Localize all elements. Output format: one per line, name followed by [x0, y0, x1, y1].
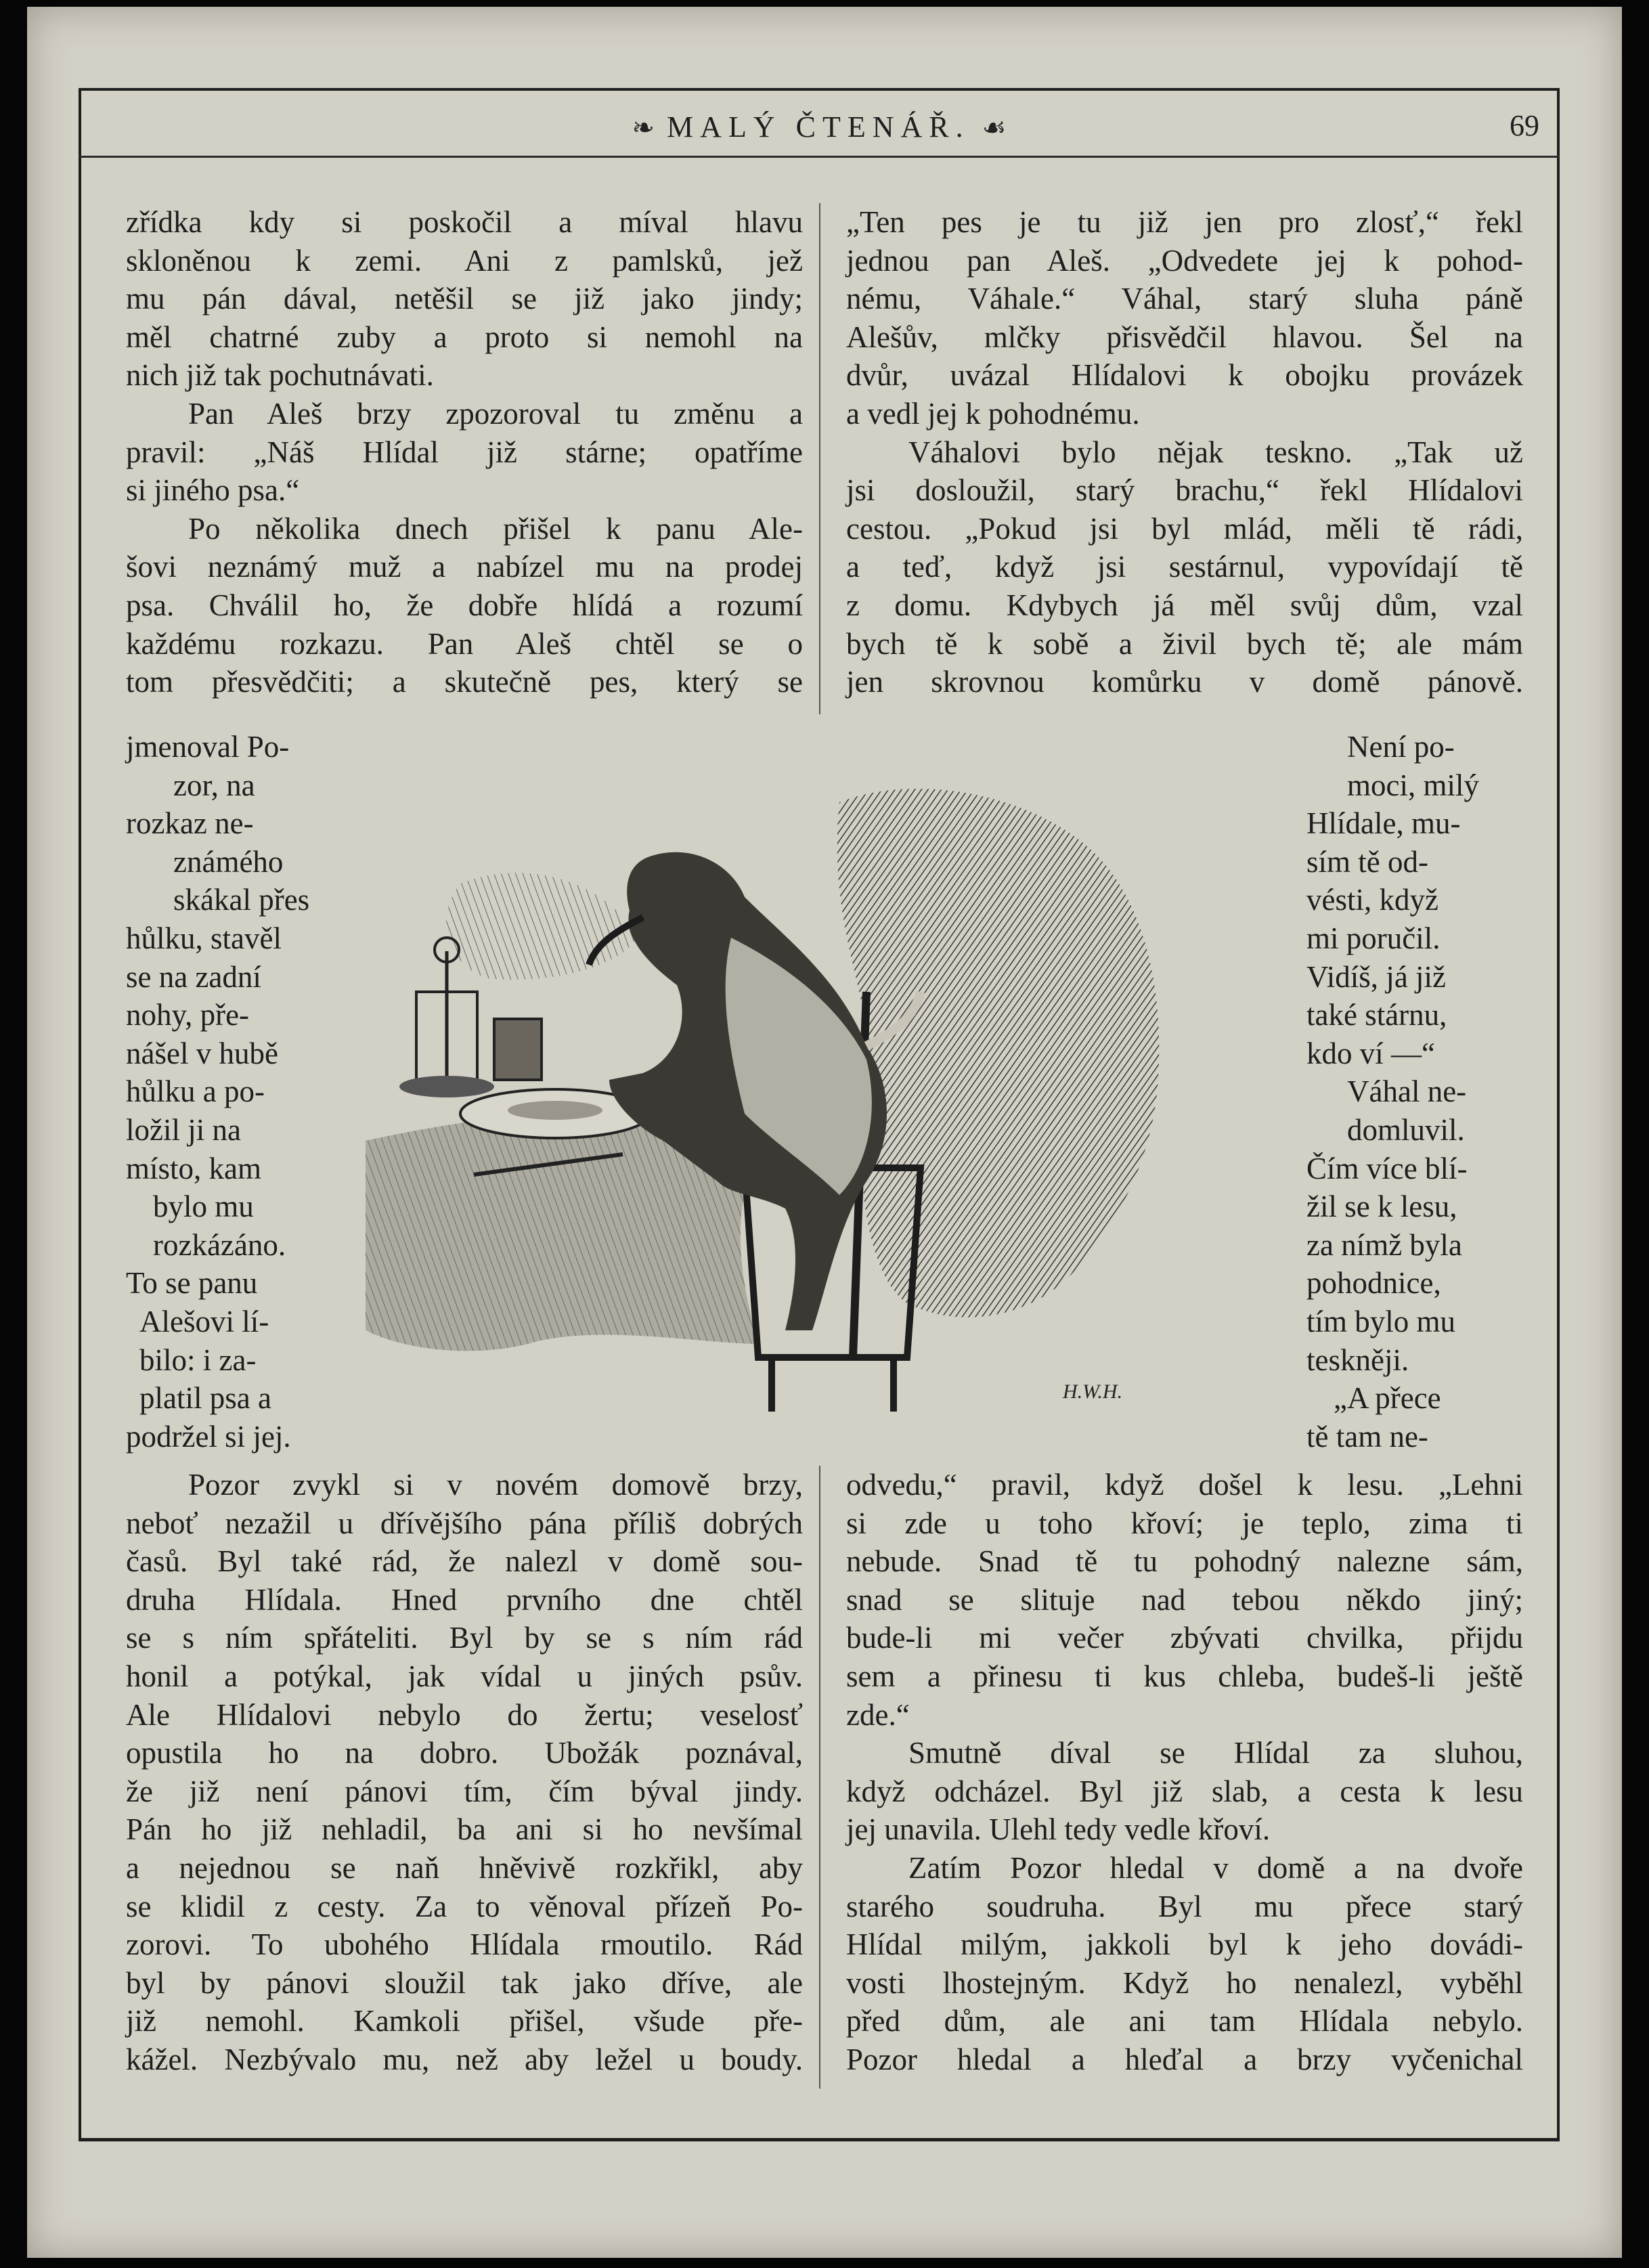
wrap-text-line: Hlídale, mu-	[1306, 806, 1461, 841]
text-line: dvůr, uvázal Hlídalovi k obojku provázek	[846, 358, 1523, 393]
wrap-text-line: Váhal ne-	[1347, 1074, 1467, 1109]
text-line: před dům, ale ani tam Hlídala nebylo.	[846, 2004, 1523, 2038]
wrap-text-line: rozkaz ne-	[126, 806, 254, 841]
wrap-text-line: nohy, pře-	[126, 998, 250, 1032]
wrap-text-line: zor, na	[173, 768, 255, 802]
text-line: nich již tak pochutnávati.	[126, 358, 434, 393]
text-line: šovi neznámý muž a nabízel mu na prodej	[126, 550, 803, 584]
wrap-text-line: bilo: i za-	[139, 1343, 257, 1377]
text-line: sem a přinesu ti kus chleba, budeš-li ještě	[846, 1659, 1523, 1693]
column-rule-bottom	[819, 1466, 820, 2089]
wrap-text-line: domluvil.	[1347, 1112, 1465, 1147]
text-line: časů. Byl také rád, že nalezl v domě sou-	[126, 1544, 803, 1579]
text-line: vosti lhostejným. Když ho nenalezl, vyběhl	[846, 1965, 1523, 2000]
text-line: si jiného psa.“	[126, 473, 300, 508]
text-line: jsi dosloužil, starý brachu,“ řekl Hlídalovi	[846, 473, 1523, 508]
text-line: byl by pánovi sloužil tak jako dříve, ale	[126, 1965, 803, 2000]
running-header	[79, 102, 1560, 158]
periodical-title: MALÝ ČTENÁŘ.	[667, 110, 970, 144]
wrap-text-line: platil psa a	[139, 1381, 271, 1416]
glass-icon	[494, 1019, 542, 1080]
text-line: Zatím Pozor hledal v domě a na dvoře	[908, 1850, 1523, 1885]
wrap-text-line: kdo ví —“	[1306, 1036, 1435, 1070]
wrap-text-line: nášel v hubě	[126, 1036, 278, 1070]
text-line: mu pán dával, netěšil se již jako jindy;	[126, 282, 803, 316]
ornament-left-icon: ❧	[632, 112, 655, 143]
text-line: Hlídal milým, jakkoli byl k jeho dovádi-	[846, 1927, 1523, 1962]
text-line: Váhalovi bylo nějak teskno. „Tak už	[908, 435, 1523, 469]
wrap-text-line: hůlku a po-	[126, 1074, 265, 1109]
text-line: zřídka kdy si poskočil a míval hlavu	[126, 205, 803, 239]
text-line: Pozor zvykl si v novém domově brzy,	[188, 1468, 803, 1502]
text-line: odvedu,“ pravil, když došel k lesu. „Lehni	[846, 1468, 1523, 1502]
text-line: neboť nezažil u dřívějšího pána příliš dobrých	[126, 1506, 803, 1540]
text-line: zorovi. To ubohého Hlídala rmoutilo. Rád	[126, 1927, 803, 1962]
text-line: jej unavila. Ulehl tedy vedle křoví.	[846, 1812, 1271, 1847]
wrap-text-line: teskněji.	[1306, 1343, 1409, 1377]
wrap-text-line: rozkázáno.	[153, 1227, 286, 1262]
wrap-text-line: bylo mu	[153, 1190, 254, 1224]
text-line: „Ten pes je tu již jen pro zlosť,“ řekl	[846, 205, 1523, 239]
text-line: se klidil z cesty. Za to věnoval přízeň Po-	[126, 1889, 803, 1923]
text-line: Ale Hlídalovi nebylo do žertu; veselosť	[126, 1697, 803, 1732]
text-line: když odcházel. Byl již slab, a cesta k lesu	[846, 1774, 1523, 1808]
wrap-text-line: místo, kam	[126, 1151, 261, 1185]
wrap-text-line: hůlku, stavěl	[126, 921, 282, 955]
ornament-right-icon: ☙	[982, 112, 1007, 143]
wrap-text-line: skákal přes	[173, 883, 310, 917]
wrap-text-line: známého	[173, 844, 284, 879]
text-line: druha Hlídala. Hned prvního dne chtěl	[126, 1582, 803, 1617]
wrap-text-line: moci, milý	[1347, 768, 1479, 802]
right-column-top	[846, 203, 1523, 701]
right-column-wrap	[1306, 728, 1479, 1456]
wrap-text-line: se na zadní	[126, 959, 261, 994]
text-line: Pán ho již nehladil, ba ani si ho nevšímal	[126, 1812, 803, 1847]
right-column-bottom	[846, 1466, 1523, 2079]
wrap-text-line: pohodnice,	[1306, 1266, 1441, 1301]
wrap-text-line: To se panu	[126, 1266, 258, 1301]
text-line: opustila ho na dobro. Ubožák poznával,	[126, 1736, 803, 1770]
text-line: honil a potýkal, jak vídal u jiných psův.	[126, 1659, 803, 1693]
text-line: z domu. Kdybych já měl svůj dům, vzal	[846, 588, 1523, 622]
text-line: bude-li mi večer zbývati chvilka, přijdu	[846, 1621, 1523, 1655]
wrap-text-line: vésti, když	[1306, 883, 1438, 917]
wrap-text-line: tím bylo mu	[1306, 1304, 1456, 1338]
wrap-text-line: také stárnu,	[1306, 998, 1447, 1032]
text-line: snad se slituje nad tebou někdo jiný;	[846, 1582, 1523, 1617]
wrap-text-line: mi poručil.	[1306, 921, 1441, 955]
wrap-text-line: Není po-	[1347, 730, 1455, 764]
wrap-text-line: jmenoval Po-	[126, 730, 290, 764]
left-column-top	[126, 203, 803, 701]
text-line: Pan Aleš brzy zpozoroval tu změnu a	[188, 396, 803, 431]
text-line: Pozor hledal a hleďal a brzy vyčenichal	[846, 2042, 1523, 2076]
wrap-text-line: podržel si jej.	[126, 1419, 291, 1454]
text-line: jednou pan Aleš. „Odvedete jej k pohod-	[846, 243, 1523, 278]
wrap-text-line: „A přece	[1334, 1381, 1441, 1416]
text-line: Po několika dnech přišel k panu Ale-	[188, 511, 803, 546]
text-line: a vedl jej k pohodnému.	[846, 396, 1140, 431]
page-number: 69	[1510, 109, 1539, 142]
text-line: Alešův, mlčky přisvědčil hlavou. Šel na	[846, 320, 1523, 354]
text-line: pravil: „Náš Hlídal již stárne; opatříme	[126, 435, 803, 469]
wrap-text-line: žil se k lesu,	[1306, 1190, 1457, 1224]
text-line: si zde u toho křoví; je teplo, zima ti	[846, 1506, 1523, 1540]
wrap-text-line: tě tam ne-	[1306, 1419, 1428, 1454]
left-column-wrap	[126, 728, 309, 1456]
text-line: měl chatrné zuby a proto si nemohl na	[126, 320, 803, 354]
text-line: a nejednou se naň hněvivě rozkřikl, aby	[126, 1850, 803, 1885]
column-rule-top	[819, 203, 820, 714]
wrap-text-line: Alešovi lí-	[139, 1304, 269, 1338]
text-line: skloněnou k zemi. Ani z pamlsků, jež	[126, 243, 803, 278]
text-line: cestou. „Pokud jsi byl mlád, měli tě rádi,	[846, 511, 1523, 546]
text-line: psa. Chválil ho, že dobře hlídá a rozumí	[126, 588, 803, 622]
text-line: Smutně díval se Hlídal za sluhou,	[908, 1736, 1523, 1770]
header-title-block	[79, 110, 1560, 144]
wrap-text-line: ložil ji na	[126, 1112, 241, 1147]
text-line: a teď, když jsi sestárnul, vypovídají tě	[846, 550, 1523, 584]
left-column-bottom	[126, 1466, 803, 2079]
text-line: jen skrovnou komůrku v domě pánově.	[846, 665, 1523, 699]
wrap-text-line: sím tě od-	[1306, 844, 1428, 879]
text-line: každému rozkazu. Pan Aleš chtěl se o	[126, 626, 803, 661]
text-line: tom přesvědčiti; a skutečně pes, který se	[126, 665, 803, 699]
text-line: že již není pánovi tím, čím býval jindy.	[126, 1774, 803, 1808]
wrap-text-line: Vidíš, já již	[1306, 959, 1447, 994]
text-line: nému, Váhale.“ Váhal, starý sluha páně	[846, 282, 1523, 316]
wrap-text-line: za nímž byla	[1306, 1227, 1462, 1262]
text-line: bych tě k sobě a živil bych tě; ale mám	[846, 626, 1523, 661]
wrap-text-line: Čím více blí-	[1306, 1151, 1468, 1185]
dog-at-table-illustration	[352, 762, 1191, 1412]
illustration-signature: H.W.H.	[1063, 1380, 1123, 1403]
text-line: nebude. Snad tě tu pohodný nalezne sám,	[846, 1544, 1523, 1579]
text-line: již nemohl. Kamkoli přišel, všude pře-	[126, 2004, 803, 2038]
text-line: se s ním spřáteliti. Byl by se s ním rád	[126, 1621, 803, 1655]
text-line: kážel. Nezbývalo mu, než aby ležel u boudy.	[126, 2042, 803, 2076]
frame-top-rule	[79, 88, 1560, 91]
text-line: zde.“	[846, 1697, 910, 1732]
text-line: starého soudruha. Byl mu přece starý	[846, 1889, 1523, 1923]
